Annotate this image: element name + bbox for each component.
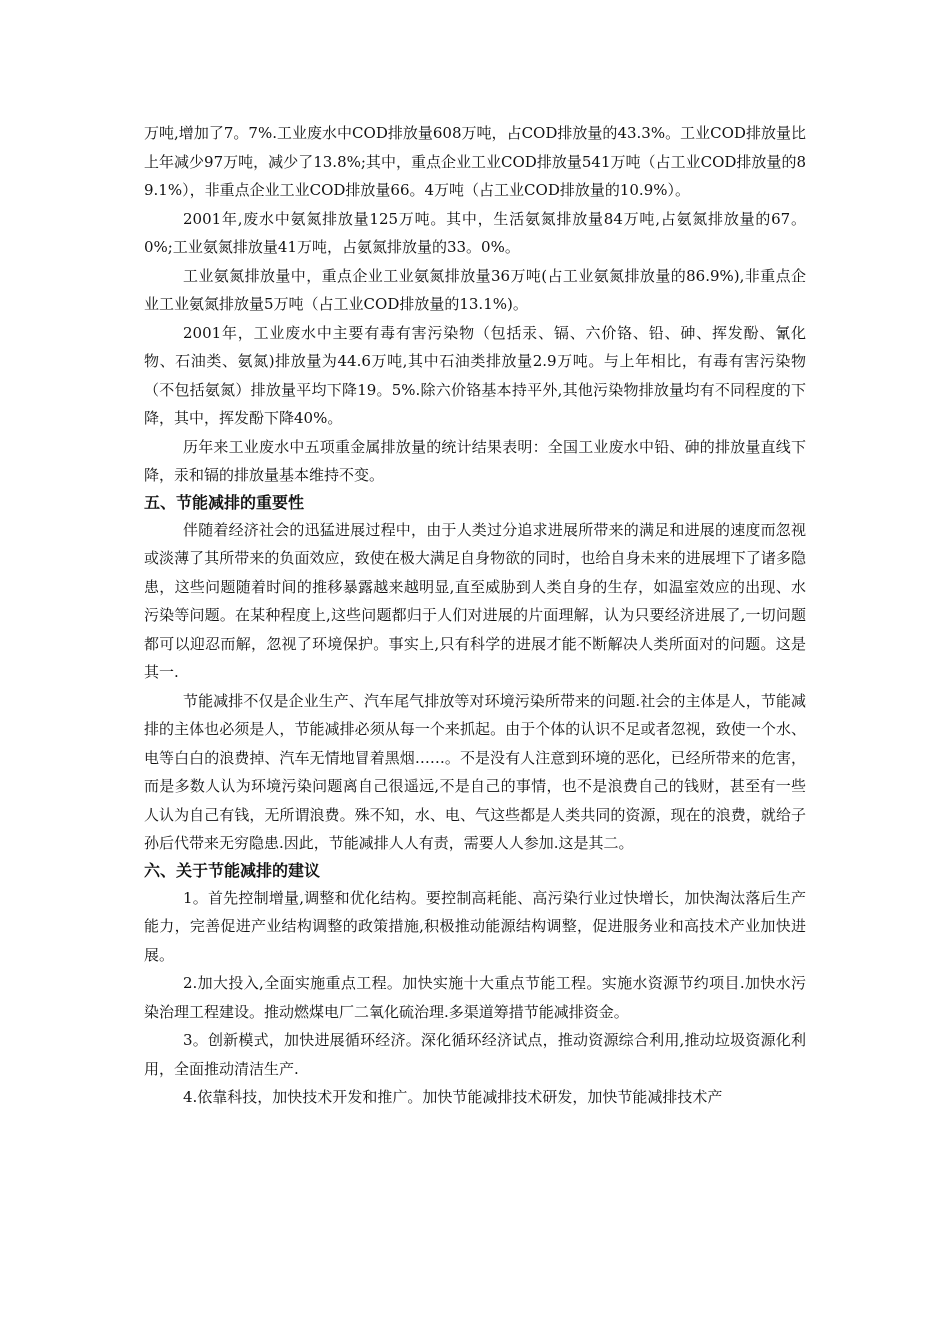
paragraph-importance-2: 节能减排不仅是企业生产、汽车尾气排放等对环境污染所带来的问题.社会的主体是人，节能减排的主体也必须是人，节能减排必须从每一个来抓起。由于个体的认识不足或者忽视，致使一个水、电等白白的浪费掉、汽车无情地冒着黑烟……。不是没有人注意到环境的恶化，已经所带来的危害，而是多数人认为环境污染问题离自己很遥远,不是自己的事情，也不是浪费自己的钱财，甚至有一些人认为自己有钱，无所谓浪费。殊不知，水、电、气这些都是人类共同的资源，现在的浪费，就给子孙后代带来无穷隐患.因此，节能减排人人有责，需要人人参加.这是其二。 <box>144 691 806 852</box>
paragraph-cod-emissions: 万吨,增加了7。7%.工业废水中COD排放量608万吨，占COD排放量的43.3%。工业COD排放量比上年减少97万吨，减少了13.8%;其中，重点企业工业COD排放量541万吨（占工业COD排放量的89.1%），非重点企业工业COD排放量66。4万吨（占工业COD排放量的10.9%）。 <box>144 124 806 199</box>
paragraph-importance-1: 伴随着经济社会的迅猛进展过程中，由于人类过分追求进展所带来的满足和进展的速度而忽视或淡薄了其所带来的负面效应，致使在极大满足自身物欲的同时，也给自身未来的进展埋下了诸多隐患，这些问题随着时间的推移暴露越来越明显,直至威胁到人类自身的生存，如温室效应的出现、水污染等问题。在某种程度上,这些问题都归于人们对进展的片面理解，认为只要经济进展了,一切问题都可以迎忍而解，忽视了环境保护。事实上,只有科学的进展才能不断解决人类所面对的问题。这是其一. <box>144 520 806 681</box>
paragraph-suggestion-1: 1。首先控制增量,调整和优化结构。要控制高耗能、高污染行业过快增长，加快淘汰落后生产能力，完善促进产业结构调整的政策措施,积极推动能源结构调整，促进服务业和高技术产业加快进展。 <box>144 888 806 964</box>
section-heading-importance: 五、节能减排的重要性 <box>144 492 305 512</box>
paragraph-suggestion-2: 2.加大投入,全面实施重点工程。加快实施十大重点节能工程。实施水资源节约项目.加快水污染治理工程建设。推动燃煤电厂二氧化硫治理.多渠道筹措节能减排资金。 <box>144 974 806 1021</box>
paragraph-heavy-metals: 历年来工业废水中五项重金属排放量的统计结果表明：全国工业废水中铅、砷的排放量直线下降，汞和镉的排放量基本维持不变。 <box>144 437 806 484</box>
paragraph-ammonia-total: 2001年,废水中氨氮排放量125万吨。其中，生活氨氮排放量84万吨,占氨氮排放量的67。0%;工业氨氮排放量41万吨，占氨氮排放量的33。0%。 <box>144 209 806 256</box>
paragraph-ammonia-industrial: 工业氨氮排放量中，重点企业工业氨氮排放量36万吨(占工业氨氮排放量的86.9%),非重点企业工业氨氮排放量5万吨（占工业COD排放量的13.1%)。 <box>144 266 806 313</box>
paragraph-suggestion-4: 4.依靠科技，加快技术开发和推广。加快节能减排技术研发，加快节能减排技术产 <box>183 1088 723 1106</box>
paragraph-toxic-pollutants: 2001年，工业废水中主要有毒有害污染物（包括汞、镉、六价铬、铅、砷、挥发酚、氰化物、石油类、氨氮)排放量为44.6万吨,其中石油类排放量2.9万吨。与上年相比，有毒有害污染物（不包括氨氮）排放量平均下降19。5%.除六价铬基本持平外,其他污染物排放量均有不同程度的下降，其中，挥发酚下降40%。 <box>144 323 806 427</box>
paragraph-suggestion-3: 3。创新模式，加快进展循环经济。深化循环经济试点，推动资源综合利用,推动垃圾资源化利用，全面推动清洁生产. <box>144 1031 806 1078</box>
section-heading-suggestions: 六、关于节能减排的建议 <box>144 860 321 880</box>
document-page <box>144 119 806 1112</box>
